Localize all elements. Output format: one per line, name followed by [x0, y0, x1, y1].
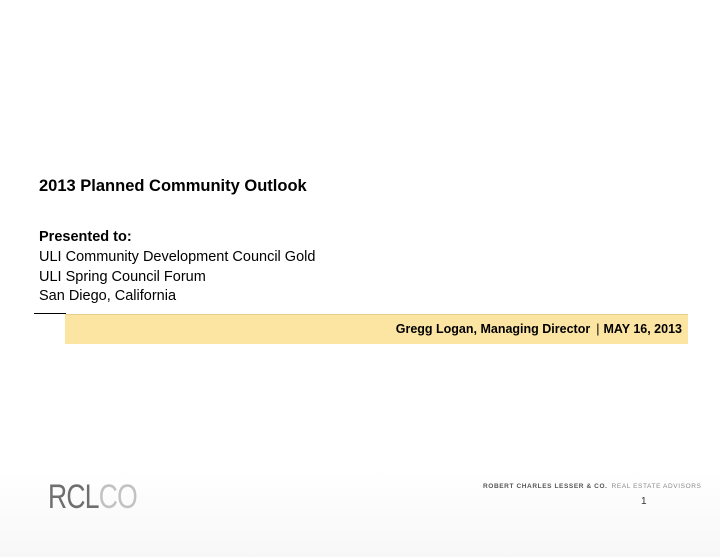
logo-secondary: CO: [98, 478, 137, 516]
divider-rule: [34, 313, 66, 314]
audience-item: San Diego, California: [39, 288, 177, 304]
page-number: 1: [641, 496, 647, 507]
audience-list: [39, 248, 315, 307]
firm-name: [483, 483, 701, 490]
presented-to-heading: Presented to:: [39, 229, 132, 245]
presenter-band: [65, 314, 688, 344]
rclco-logo: [48, 478, 137, 517]
audience-item: ULI Spring Council Forum: [39, 268, 206, 285]
presenter-name: Gregg Logan, Managing Director: [395, 322, 591, 336]
firm-name-text: ROBERT CHARLES LESSER & CO.: [483, 483, 608, 490]
logo-primary: RCL: [48, 478, 99, 516]
separator: |: [596, 322, 600, 336]
presentation-date: MAY 16, 2013: [603, 322, 682, 336]
firm-tagline: REAL ESTATE ADVISORS: [611, 483, 702, 490]
slide-title: 2013 Planned Community Outlook: [39, 177, 307, 195]
audience-item: ULI Community Development Council Gold: [39, 249, 316, 265]
presenter-line: [396, 322, 682, 336]
